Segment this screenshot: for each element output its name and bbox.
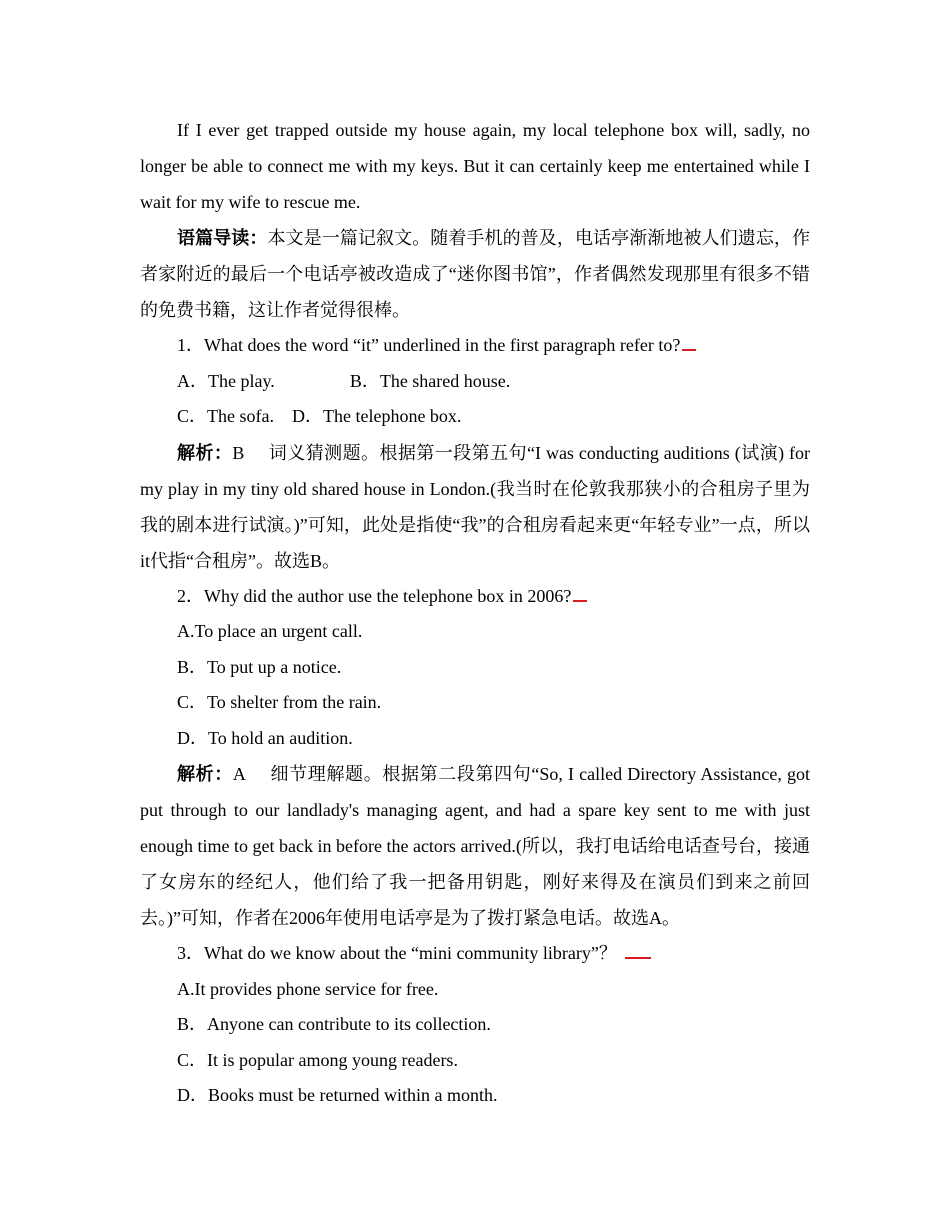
analysis-text: 词义猜测题。根据第一段第五句“I was conducting auditions (试演) for my play in my tiny old shared house in London.(我当时在伦敦我那狭小的合租房子里为我的剧本进行试演。)”可知，此处是指使“我”的合租房看起来更“年轻专业”一点，所以it代指“合租房”。故选B。	[140, 442, 811, 571]
question-2-option-a: A.To place an urgent call.	[177, 621, 363, 641]
question-3-option-b: B．Anyone can contribute to its collection.	[177, 1014, 491, 1034]
analysis-answer: A	[232, 764, 246, 784]
passage-guide	[140, 220, 810, 328]
analysis-answer: B	[232, 442, 245, 463]
guide-label: 语篇导读：	[177, 228, 268, 248]
answer-blank	[625, 957, 651, 959]
answer-blank	[682, 349, 696, 351]
answer-blank	[573, 600, 587, 602]
question-1-analysis	[140, 435, 810, 579]
question-3-option-c: C．It is popular among young readers.	[177, 1049, 458, 1070]
guide-text: 本文是一篇记叙文。随着手机的普及，电话亭渐渐地被人们遗忘，作者家附近的最后一个电话亭被改造成了“迷你图书馆”，作者偶然发现那里有很多不错的免费书籍，这让作者觉得很棒。	[140, 228, 811, 320]
question-2-option-b: B．To put up a notice.	[177, 656, 342, 677]
option-b: B．The shared house.	[349, 370, 511, 391]
question-2-analysis	[140, 756, 810, 936]
question-3-stem	[140, 936, 810, 972]
question-2-option-c: C．To shelter from the rain.	[177, 692, 382, 712]
option-d: D．The telephone box.	[291, 406, 462, 426]
question-2-stem	[140, 579, 810, 615]
question-stem-text: 1．What does the word “it” underlined in the first paragraph refer to?	[177, 335, 681, 355]
analysis-label: 解析：	[177, 442, 233, 463]
option-a: A．The play.	[177, 370, 275, 391]
analysis-text: 细节理解题。根据第二段第四句“So, I called Directory Assistance, got put through to our landlady's managing agent, and had a spare key sent to me with just enough time to get back in before the actors arrived.(所以，我打电话给电话查号台，接通了女房东的经纪人，他们给了我一把备用钥匙，刚好来得及在演员们到来之前回去。)”可知，作者在2006年使用电话亭是为了拨打紧急电话。故选A。	[140, 764, 811, 928]
question-3-option-d: D．Books must be returned within a month.	[177, 1085, 498, 1105]
closing-paragraph: If I ever get trapped outside my house again, my local telephone box will, sadly, no longer be able to connect me with my keys. But it can certainly keep me entertained while I wait for my wife to rescue me.	[140, 120, 810, 212]
analysis-label: 解析：	[177, 764, 233, 784]
question-2-option-d: D．To hold an audition.	[177, 727, 353, 748]
question-1-options-ab	[140, 364, 810, 400]
document-page	[140, 112, 810, 1114]
question-stem-text: 3．What do we know about the “mini community library”？	[177, 943, 617, 963]
question-3-option-a: A.It provides phone service for free.	[177, 978, 439, 999]
question-stem-text: 2．Why did the author use the telephone box in 2006?	[177, 585, 572, 606]
question-1-stem	[140, 328, 810, 364]
option-c: C．The sofa.	[177, 406, 274, 426]
question-1-options-cd	[140, 399, 810, 435]
